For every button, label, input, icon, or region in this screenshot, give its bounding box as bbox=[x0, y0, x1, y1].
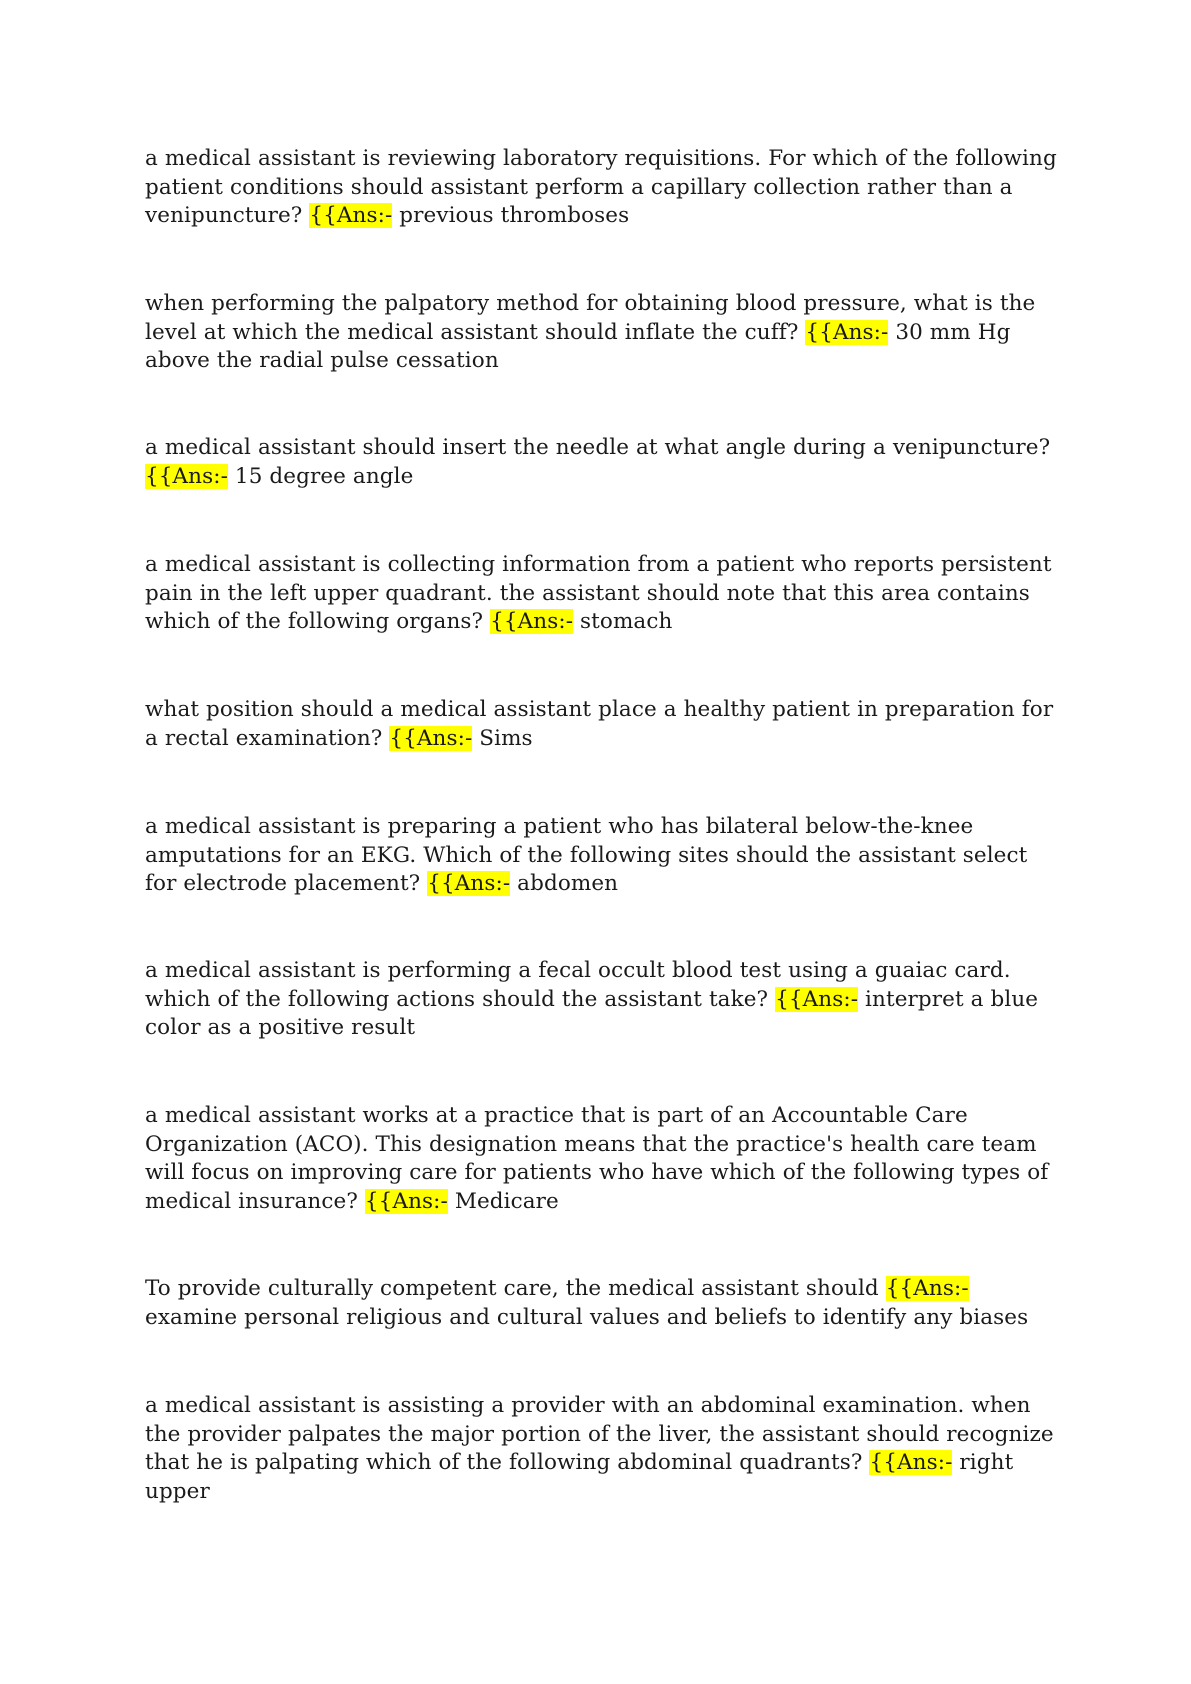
question-text: a medical assistant is performing a fecal occult blood test using a guaiac card. which of the following actions should the assistant take? bbox=[145, 958, 1011, 1012]
question-text: what position should a medical assistant place a healthy patient in preparation for a rectal examination? bbox=[145, 697, 1054, 751]
answer-tag-highlight: {{Ans:- bbox=[490, 609, 574, 634]
answer-text: Sims bbox=[479, 725, 533, 751]
answer-tag-highlight: {{Ans:- bbox=[309, 203, 393, 228]
question-text: when performing the palpatory method for obtaining blood pressure, what is the level at which the medical assistant should inflate the cuff? bbox=[145, 291, 1036, 345]
answer-tag-highlight: {{Ans:- bbox=[389, 725, 473, 751]
answer-text: interpret a blue color as a positive result bbox=[145, 986, 1039, 1040]
question-text: a medical assistant is preparing a patient who has bilateral below-the-knee amputations for an EKG. Which of the following sites should the assistant select for electrode placement? bbox=[145, 814, 1028, 896]
answer-tag-highlight: {{Ans:- bbox=[364, 1188, 448, 1214]
question-text: a medical assistant is collecting information from a patient who reports persistent pain in the left upper quadrant. the assistant should note that this area contains which of the following organs? bbox=[145, 552, 1052, 634]
answer-tag-highlight: {{Ans:- bbox=[885, 1276, 969, 1301]
qa-entry-3 bbox=[145, 434, 1065, 491]
answer-text: abdomen bbox=[517, 871, 619, 896]
qa-entry-1 bbox=[145, 145, 1065, 231]
question-text: a medical assistant should insert the needle at what angle during a venipuncture? bbox=[145, 435, 1051, 460]
answer-text: stomach bbox=[580, 609, 673, 634]
question-text: a medical assistant is assisting a provider with an abdominal examination. when the provider palpates the major portion of the liver, the assistant should recognize that he is palpating which of the following abdominal quadrants? bbox=[145, 1393, 1054, 1475]
answer-tag-highlight: {{Ans:- bbox=[427, 871, 511, 896]
qa-entry-7 bbox=[145, 957, 1065, 1043]
answer-text: 15 degree angle bbox=[234, 463, 414, 489]
answer-text: 30 mm Hg above the radial pulse cessation bbox=[145, 319, 1011, 373]
question-text: a medical assistant works at a practice that is part of an Accountable Care Organization (ACO). This designation means that the practice's health care team will focus on improving care for patients who have which of the following types of medical insurance? bbox=[145, 1103, 1049, 1214]
answer-text: Medicare bbox=[454, 1188, 559, 1214]
answer-text: right upper bbox=[145, 1450, 1014, 1504]
question-text: a medical assistant is reviewing laboratory requisitions. For which of the following patient conditions should assistant perform a capillary collection rather than a venipuncture? bbox=[145, 146, 1057, 228]
answer-text: examine personal religious and cultural values and beliefs to identify any biases bbox=[145, 1304, 1029, 1330]
answer-tag-highlight: {{Ans:- bbox=[145, 463, 228, 489]
qa-entry-5 bbox=[145, 696, 1065, 753]
qa-entry-8 bbox=[145, 1102, 1065, 1216]
question-text: To provide culturally competent care, the medical assistant should bbox=[145, 1276, 879, 1301]
qa-entry-4 bbox=[145, 551, 1065, 637]
answer-tag-highlight: {{Ans:- bbox=[775, 986, 859, 1012]
answer-tag-highlight: {{Ans:- bbox=[805, 319, 889, 345]
qa-entry-2 bbox=[145, 290, 1065, 376]
qa-entry-10 bbox=[145, 1392, 1065, 1506]
answer-text: previous thromboses bbox=[399, 203, 630, 228]
qa-entry-6 bbox=[145, 813, 1065, 899]
qa-entry-9 bbox=[145, 1275, 1065, 1332]
answer-tag-highlight: {{Ans:- bbox=[869, 1450, 953, 1475]
